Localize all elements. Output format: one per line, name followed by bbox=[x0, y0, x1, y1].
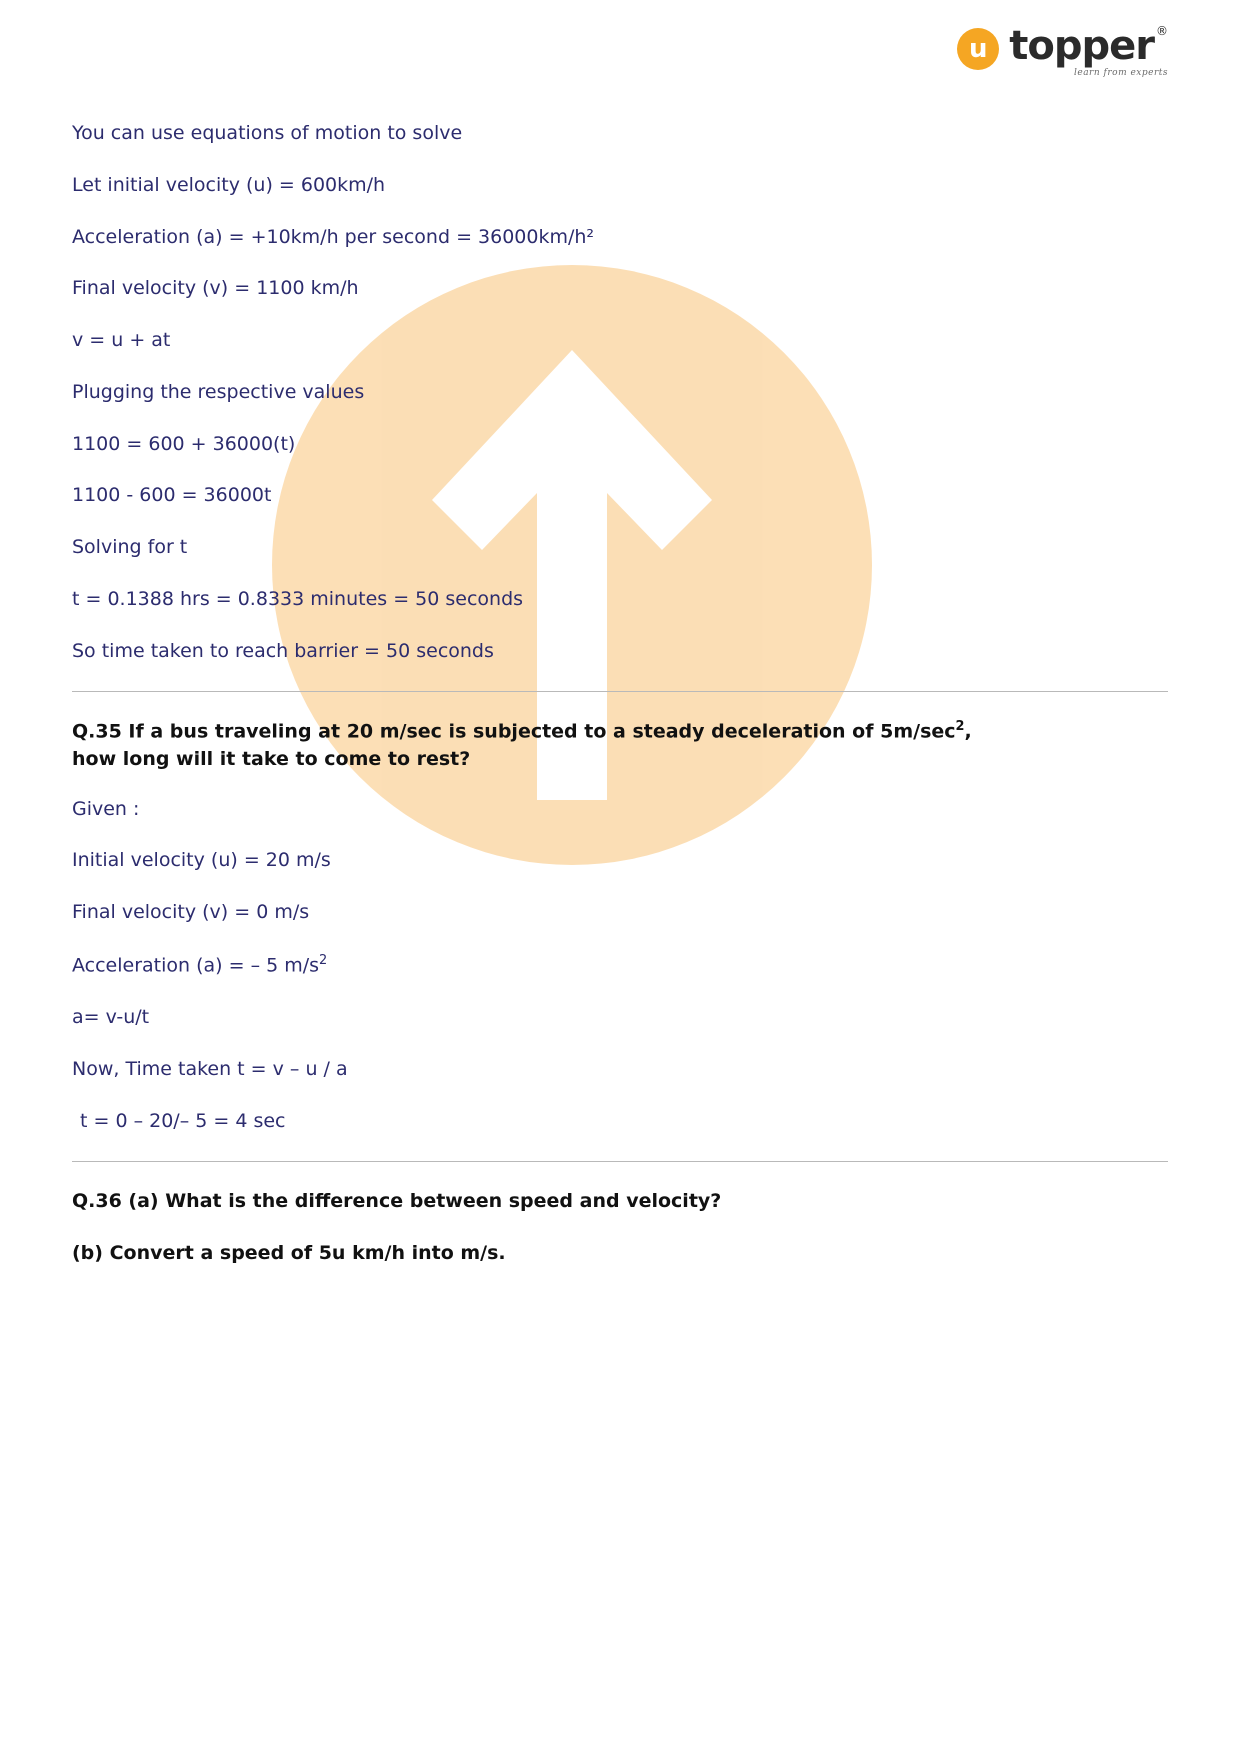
logo-word: topper bbox=[1009, 23, 1154, 69]
question-35-line1: Q.35 If a bus traveling at 20 m/sec is subjected to a steady deceleration of 5m/sec bbox=[72, 720, 956, 743]
solution-block-34 bbox=[72, 122, 1168, 663]
solution-line: t = 0.1388 hrs = 0.8333 minutes = 50 seconds bbox=[72, 587, 524, 610]
solution-line: Final velocity (v) = 0 m/s bbox=[72, 901, 310, 924]
solution-line: Initial velocity (u) = 20 m/s bbox=[72, 849, 331, 872]
solution-line: v = u + at bbox=[72, 329, 171, 351]
solution-line: Acceleration (a) = +10km/h per second = 36000km/h² bbox=[72, 225, 595, 248]
registered-trademark-icon: ® bbox=[1156, 24, 1168, 38]
question-36-part-b: (b) Convert a speed of 5u km/h into m/s. bbox=[72, 1241, 506, 1264]
solution-line: So time taken to reach barrier = 50 seconds bbox=[72, 639, 494, 662]
solution-line-acceleration bbox=[72, 953, 1168, 978]
question-35-comma: , bbox=[964, 720, 972, 743]
solution-line: a= v-u/t bbox=[72, 1006, 150, 1028]
acceleration-text: Acceleration (a) = – 5 m/s bbox=[72, 954, 320, 977]
question-35-line2: how long will it take to come to rest? bbox=[72, 748, 471, 771]
question-35-text bbox=[72, 718, 1168, 773]
solution-line: Solving for t bbox=[72, 536, 188, 558]
question-block-36 bbox=[72, 1188, 1168, 1267]
section-divider bbox=[72, 691, 1168, 692]
section-divider bbox=[72, 1161, 1168, 1162]
logo-tagline: learn from experts bbox=[1073, 68, 1168, 78]
solution-line: Final velocity (v) = 1100 km/h bbox=[72, 277, 359, 300]
question-block-35 bbox=[72, 718, 1168, 1133]
acceleration-exponent: 2 bbox=[319, 952, 328, 968]
solution-line-final: t = 0 – 20/– 5 = 4 sec bbox=[80, 1109, 286, 1132]
solution-line: Now, Time taken t = v – u / a bbox=[72, 1057, 348, 1080]
logo-mark-icon: u bbox=[957, 28, 999, 70]
solution-line: 1100 = 600 + 36000(t) bbox=[72, 432, 296, 455]
solution-line: 1100 - 600 = 36000t bbox=[72, 484, 272, 507]
solution-line: Plugging the respective values bbox=[72, 380, 365, 403]
question-36-part-a: Q.36 (a) What is the difference between speed and velocity? bbox=[72, 1190, 722, 1213]
solution-line: Given : bbox=[72, 797, 140, 820]
solution-line: Let initial velocity (u) = 600km/h bbox=[72, 173, 386, 196]
question-35-exponent: 2 bbox=[955, 719, 965, 735]
solution-line: You can use equations of motion to solve bbox=[72, 122, 463, 144]
